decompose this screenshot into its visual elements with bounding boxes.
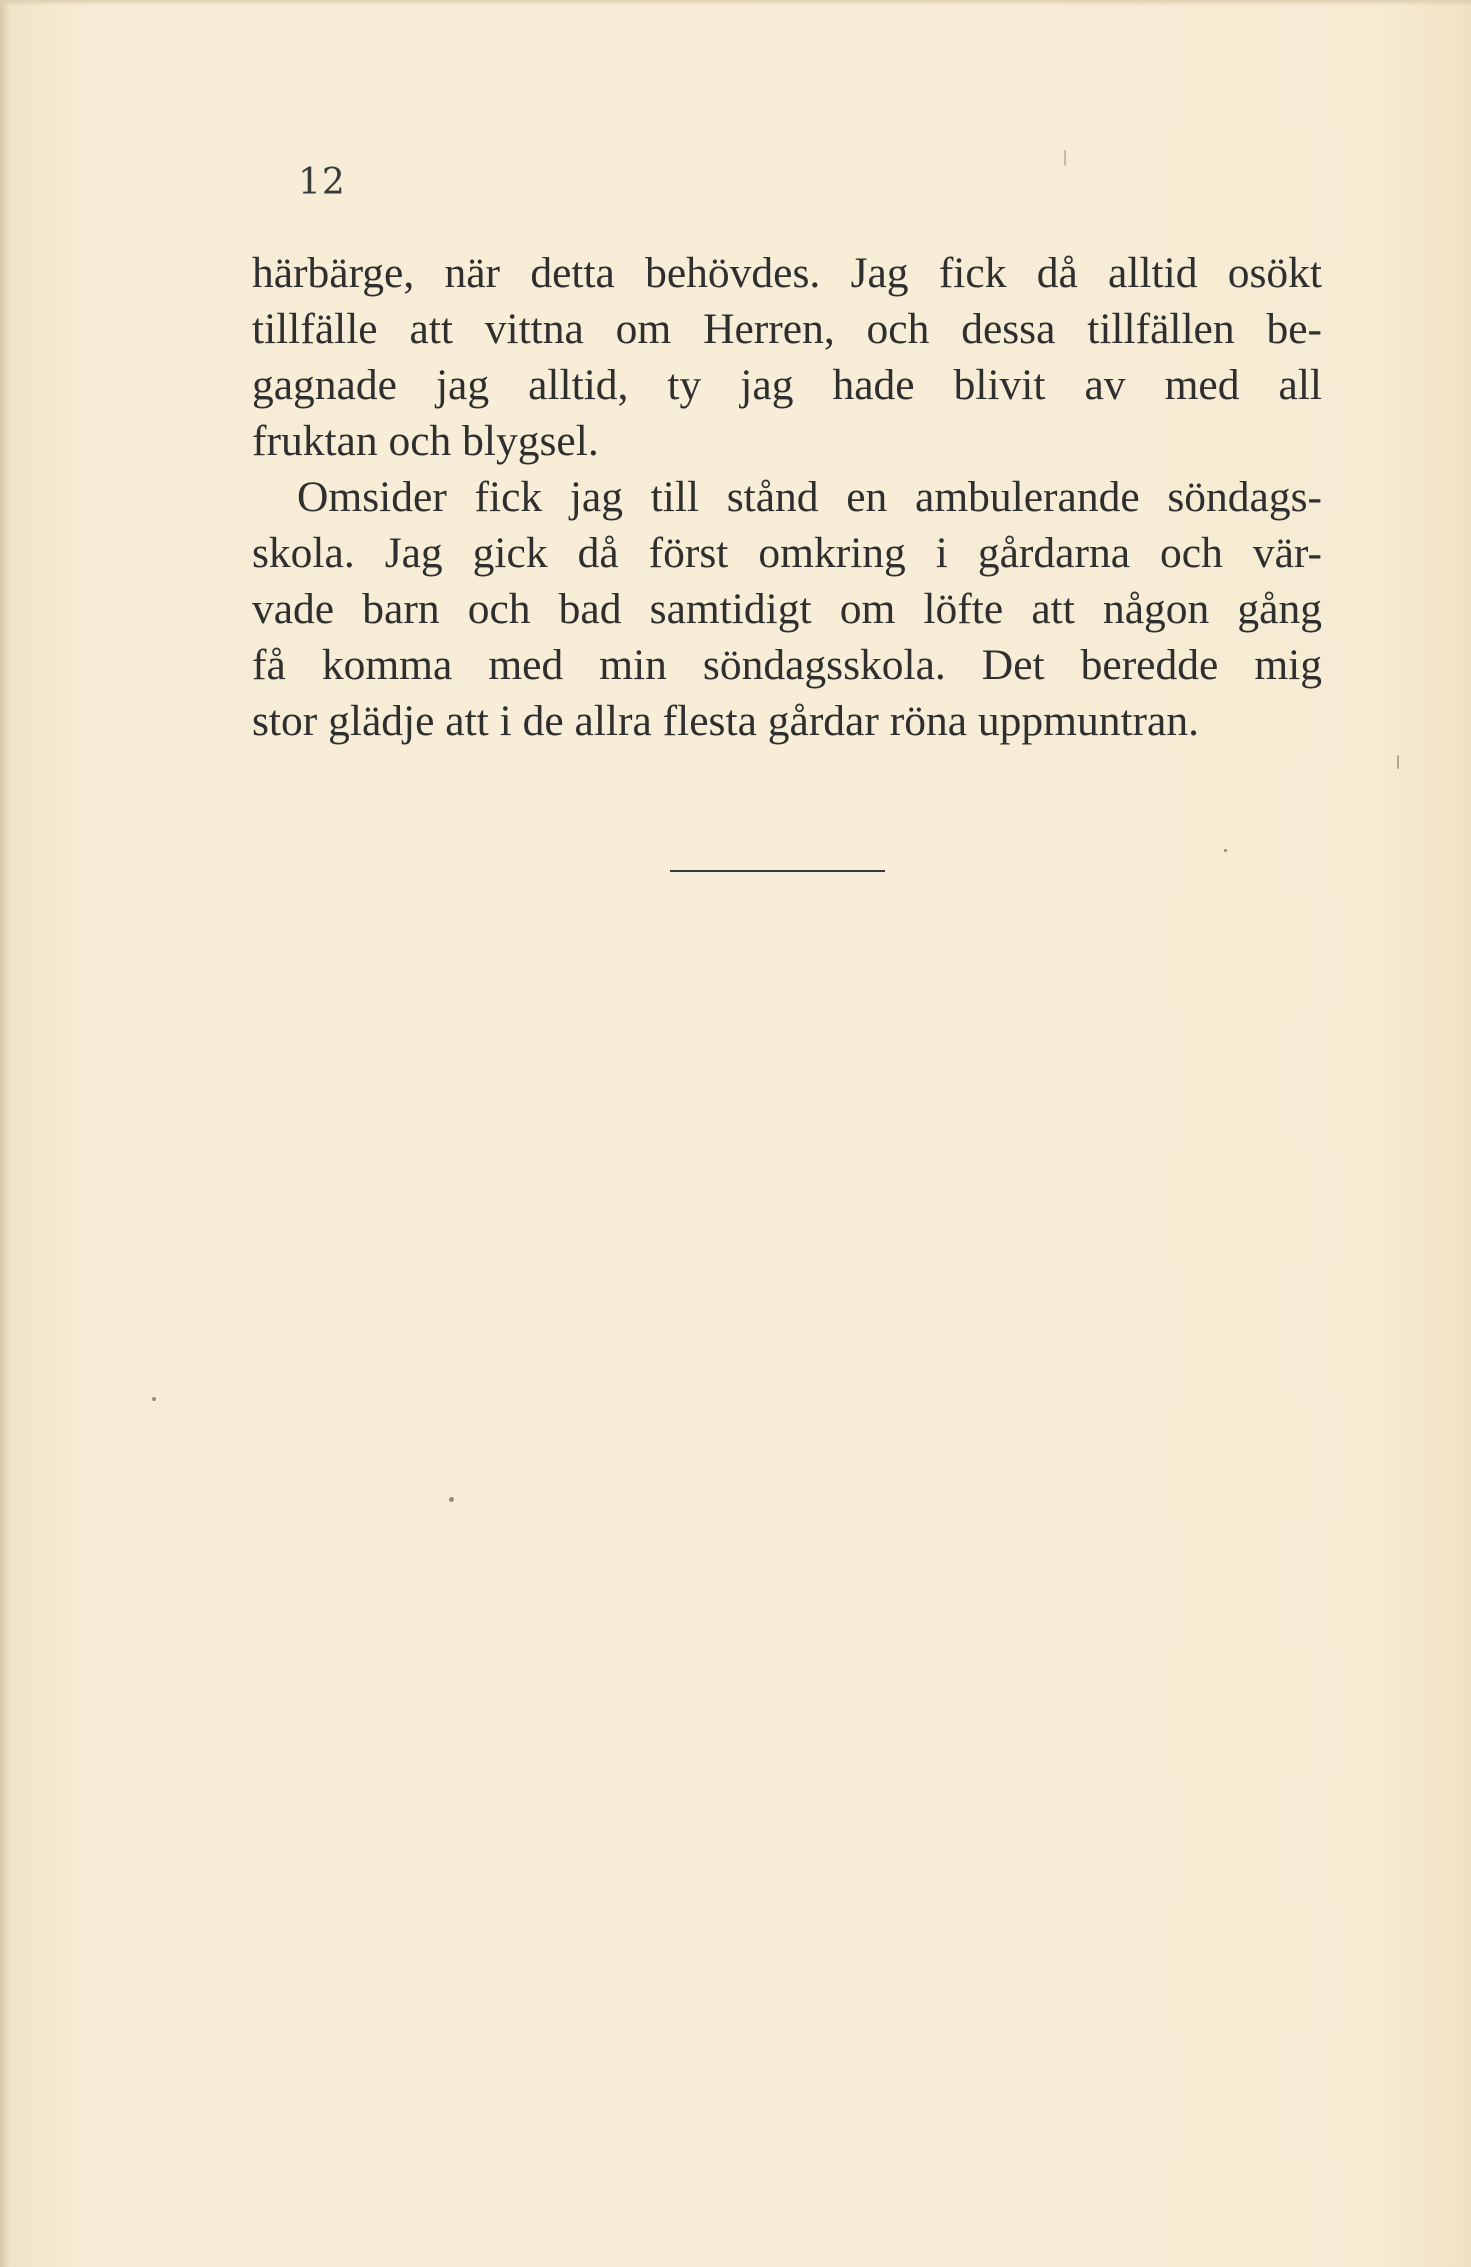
- text-line: skola. Jag gick då först omkring i gårdarna och vär-: [252, 529, 1322, 577]
- text-line: härbärge, när detta behövdes. Jag fick då alltid osökt: [252, 249, 1322, 297]
- paper-speck: [449, 1497, 454, 1502]
- page-number: 12: [298, 162, 346, 203]
- text-line: stor glädje att i de allra flesta gårdar röna uppmuntran.: [252, 697, 1199, 745]
- text-line: tillfälle att vittna om Herren, och dessa tillfällen be-: [252, 305, 1322, 353]
- text-line: Omsider fick jag till stånd en ambulerande söndags-: [297, 473, 1322, 521]
- body-text: [252, 245, 1322, 749]
- section-separator-rule: [670, 870, 885, 872]
- text-line: gagnade jag alltid, ty jag hade blivit av med all: [252, 361, 1322, 409]
- paragraph-1: [252, 245, 1322, 469]
- paper-speck: [1064, 150, 1066, 166]
- page-top-shadow: [0, 0, 1471, 6]
- text-line: fruktan och blygsel.: [252, 417, 599, 465]
- page-edge-shadow: [0, 0, 10, 2267]
- text-line: få komma med min söndagsskola. Det beredde mig: [252, 641, 1322, 689]
- paper-speck: [1397, 755, 1399, 769]
- text-line: vade barn och bad samtidigt om löfte att någon gång: [252, 585, 1322, 633]
- paragraph-2: [252, 469, 1322, 749]
- paper-speck: [152, 1397, 156, 1401]
- paper-speck: [1224, 849, 1227, 852]
